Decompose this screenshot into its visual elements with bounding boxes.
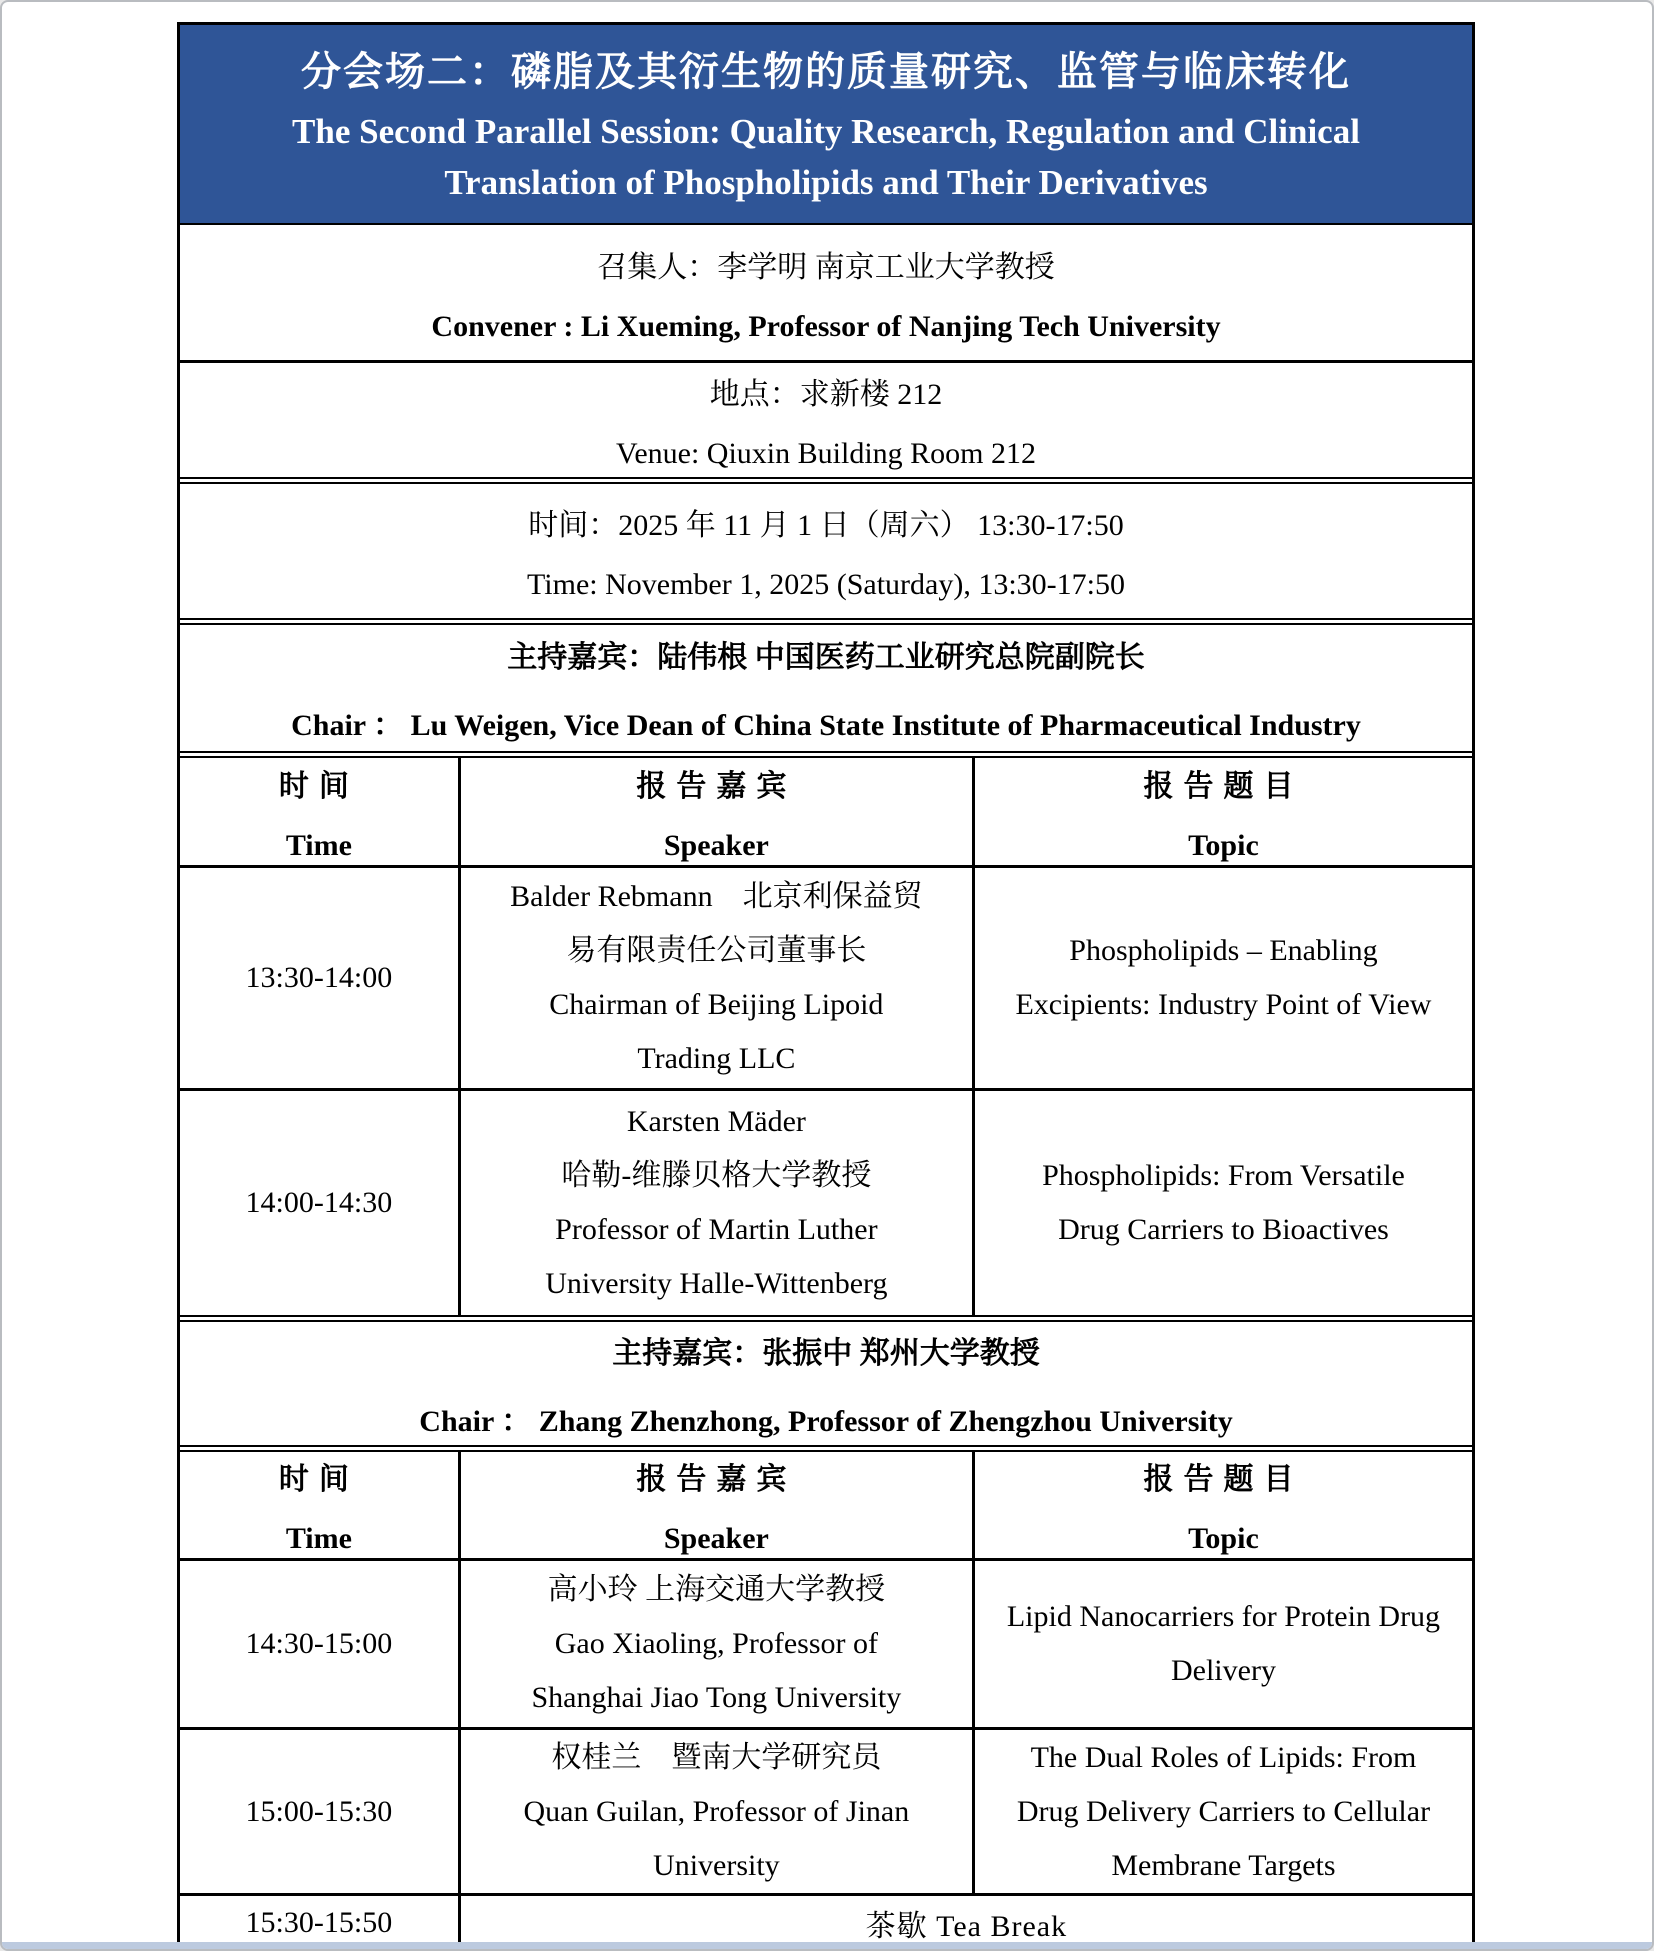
speaker-cell: 高小玲 上海交通大学教授 Gao Xiaoling, Professor of Shanghai Jiao Tong University [458,1561,972,1727]
topic-cell: Lipid Nanocarriers for Protein Drug Delivery [972,1561,1472,1727]
column-header-time: 时间 Time [278,1463,359,1555]
topic-cell: Phospholipids – Enabling Excipients: Industry Point of View [972,868,1472,1088]
speaker-cell: Balder Rebmann 北京利保益贸 易有限责任公司董事长 Chairman of Beijing Lipoid Trading LLC [458,868,972,1088]
table-row [180,1558,1472,1727]
speaker-cell: 权桂兰 暨南大学研究员 Quan Guilan, Professor of Jinan University [458,1730,972,1893]
column-header-topic: 报告题目 Topic [972,758,1472,865]
session-program-table [177,22,1475,1951]
topic-cell: Phospholipids: From Versatile Drug Carriers to Bioactives [972,1091,1472,1315]
tea-break-label: 茶歇 Tea Break [458,1896,1472,1949]
table-row [180,865,1472,1088]
chair-row-1: 主持嘉宾：陆伟根 中国医药工业研究总院副院长 Chair ： Lu Weigen, Vice Dean of China State Institute of Pharmaceutical Industry [180,618,1472,751]
topic-cell: The Dual Roles of Lipids: From Drug Delivery Carriers to Cellular Membrane Targets [972,1730,1472,1893]
time-cell: 13:30-14:00 [245,961,393,994]
table-header-2 [180,1445,1472,1558]
session-title-banner [180,25,1472,223]
table-row [180,1727,1472,1893]
column-header-topic: 报告题目 Topic [972,1452,1472,1558]
session-title-en: The Second Parallel Session: Quality Research, Regulation and Clinical Translation of Phospholipids and Their Derivatives [292,111,1360,202]
datetime-row: 时间：2025 年 11 月 1 日（周六） 13:30-17:50 Time: November 1, 2025 (Saturday), 13:30-17:50 [180,477,1472,618]
column-header-time: 时间 Time [278,769,359,862]
column-header-speaker: 报告嘉宾 Speaker [458,1452,972,1558]
table-row [180,1088,1472,1315]
venue-row: 地点：求新楼 212 Venue: Qiuxin Building Room 212 [180,360,1472,477]
speaker-cell: Karsten Mäder 哈勒-维滕贝格大学教授 Professor of Martin Luther University Halle-Wittenberg [458,1091,972,1315]
convener-row: 召集人：李学明 南京工业大学教授 Convener : Li Xueming, Professor of Nanjing Tech University [180,223,1472,360]
time-cell: 15:30-15:50 [245,1905,393,1939]
time-cell: 14:00-14:30 [245,1186,393,1219]
time-cell: 15:00-15:30 [245,1794,393,1828]
table-header-1 [180,751,1472,865]
session-title-cn: 分会场二：磷脂及其衍生物的质量研究、监管与临床转化 [301,49,1351,94]
column-header-speaker: 报告嘉宾 Speaker [458,758,972,865]
tea-break-row [180,1893,1472,1949]
page-bottom-edge [2,1942,1652,1949]
chair-row-2: 主持嘉宾：张振中 郑州大学教授 Chair ： Zhang Zhenzhong, Professor of Zhengzhou University [180,1315,1472,1445]
time-cell: 14:30-15:00 [245,1627,393,1660]
